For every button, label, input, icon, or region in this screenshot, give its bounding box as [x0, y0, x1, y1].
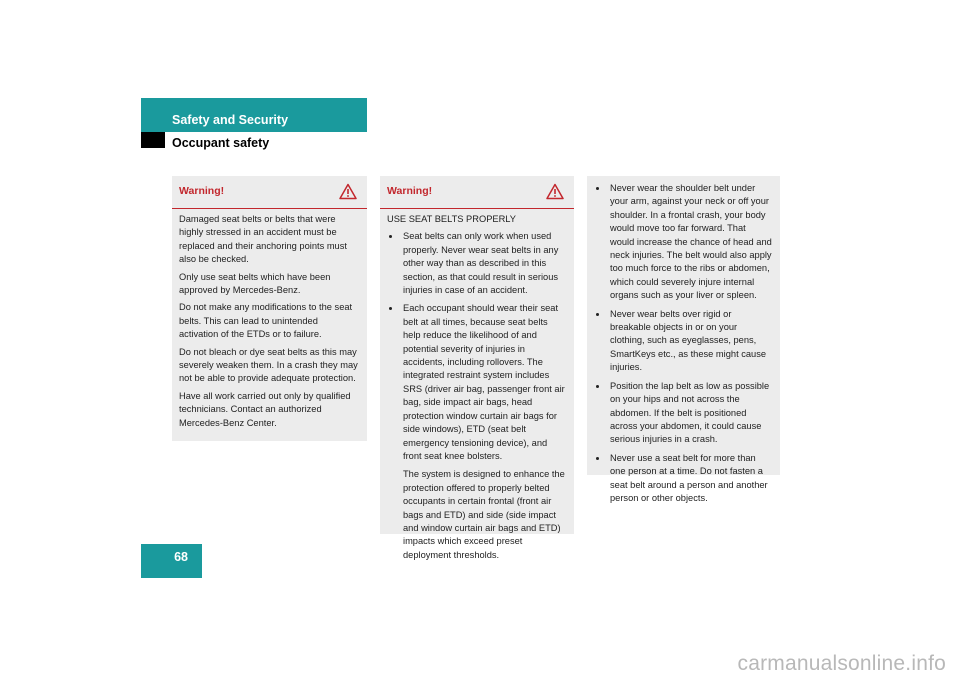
- list-item-text: Each occupant should wear their seat belt at all times, because seat belts help reduce the likelihood of and potential severity of injuries in accidents, including rollovers. The integrated restraint system includes SRS (driver air bag, passenger front air bag, side impact air bags, head protection window curtain air bags for side windows), ETD (seat belt emergency tensioning device), and front seat knee bolsters.: [403, 303, 565, 461]
- list-item: Seat belts can only work when used properly. Never wear seat belts in any other way than as described in this section, as that could result in serious injuries in case of an accident.: [387, 230, 566, 297]
- warning-heading: USE SEAT BELTS PROPERLY: [387, 214, 516, 224]
- section-tab-marker: [141, 132, 165, 148]
- list-item: Never use a seat belt for more than one person at a time. Do not fasten a seat belt around a person and another person or other objects.: [594, 452, 772, 506]
- warning-paragraph: Do not make any modifications to the seat belts. This can lead to unintended activation of the ETDs or to failure.: [179, 302, 353, 340]
- list-item: Position the lap belt as low as possible on your hips and not across the abdomen. If the belt is positioned across your abdomen, it could cause serious injuries in a crash.: [594, 380, 772, 447]
- warning-triangle-icon: [546, 183, 564, 200]
- list-item-extra: The system is designed to enhance the protection offered to properly belted occupants in certain frontal (front air bags and ETD) and side (side impact and window curtain air bags and ETD) impacts which exceed preset deployment thresholds.: [403, 469, 565, 560]
- warning-paragraph: Damaged seat belts or belts that were highly stressed in an accident must be replaced and their anchoring points must also be checked.: [179, 214, 347, 265]
- warning-triangle-icon: [339, 183, 357, 200]
- warning-label: Warning!: [179, 185, 225, 197]
- warning-body: [172, 209, 367, 442]
- watermark: carmanualsonline.info: [737, 652, 946, 675]
- page-subtitle: Occupant safety: [172, 136, 270, 150]
- warning-label: Warning!: [387, 185, 433, 197]
- bullet-list: [594, 182, 772, 505]
- warning-header: [172, 176, 367, 209]
- list-item: Never wear belts over rigid or breakable objects in or on your clothing, such as eyeglasses, pens, SmartKeys etc., as these might cause injuries.: [594, 308, 772, 375]
- section-title: Safety and Security: [172, 113, 289, 127]
- page-number-box: [141, 544, 202, 578]
- warning-paragraph: Do not bleach or dye seat belts as this may severely weaken them. In a crash they may not be able to provide adequate protection.: [179, 346, 358, 384]
- list-item: Never wear the shoulder belt under your arm, against your neck or off your shoulder. In a frontal crash, your body would move too far forward. That would increase the chance of head and neck injuries. The belt would also apply too much force to the ribs or abdomen, which could severely injure internal organs such as your liver or spleen.: [594, 182, 772, 303]
- warning-body: [380, 209, 574, 575]
- warning-paragraph: Only use seat belts which have been approved by Mercedes-Benz.: [179, 271, 331, 296]
- section-header-bar: [141, 98, 367, 132]
- list-item: [387, 302, 566, 562]
- warning-paragraph: Have all work carried out only by qualified technicians. Contact an authorized Mercedes-Benz Center.: [179, 390, 351, 428]
- warning-body: [587, 176, 780, 518]
- warning-header: [380, 176, 574, 209]
- warning-box-right: [587, 176, 780, 503]
- warning-box-left: [172, 176, 367, 441]
- warning-box-middle: [380, 176, 574, 560]
- bullet-list: [387, 230, 566, 562]
- page-number: 68: [174, 550, 188, 564]
